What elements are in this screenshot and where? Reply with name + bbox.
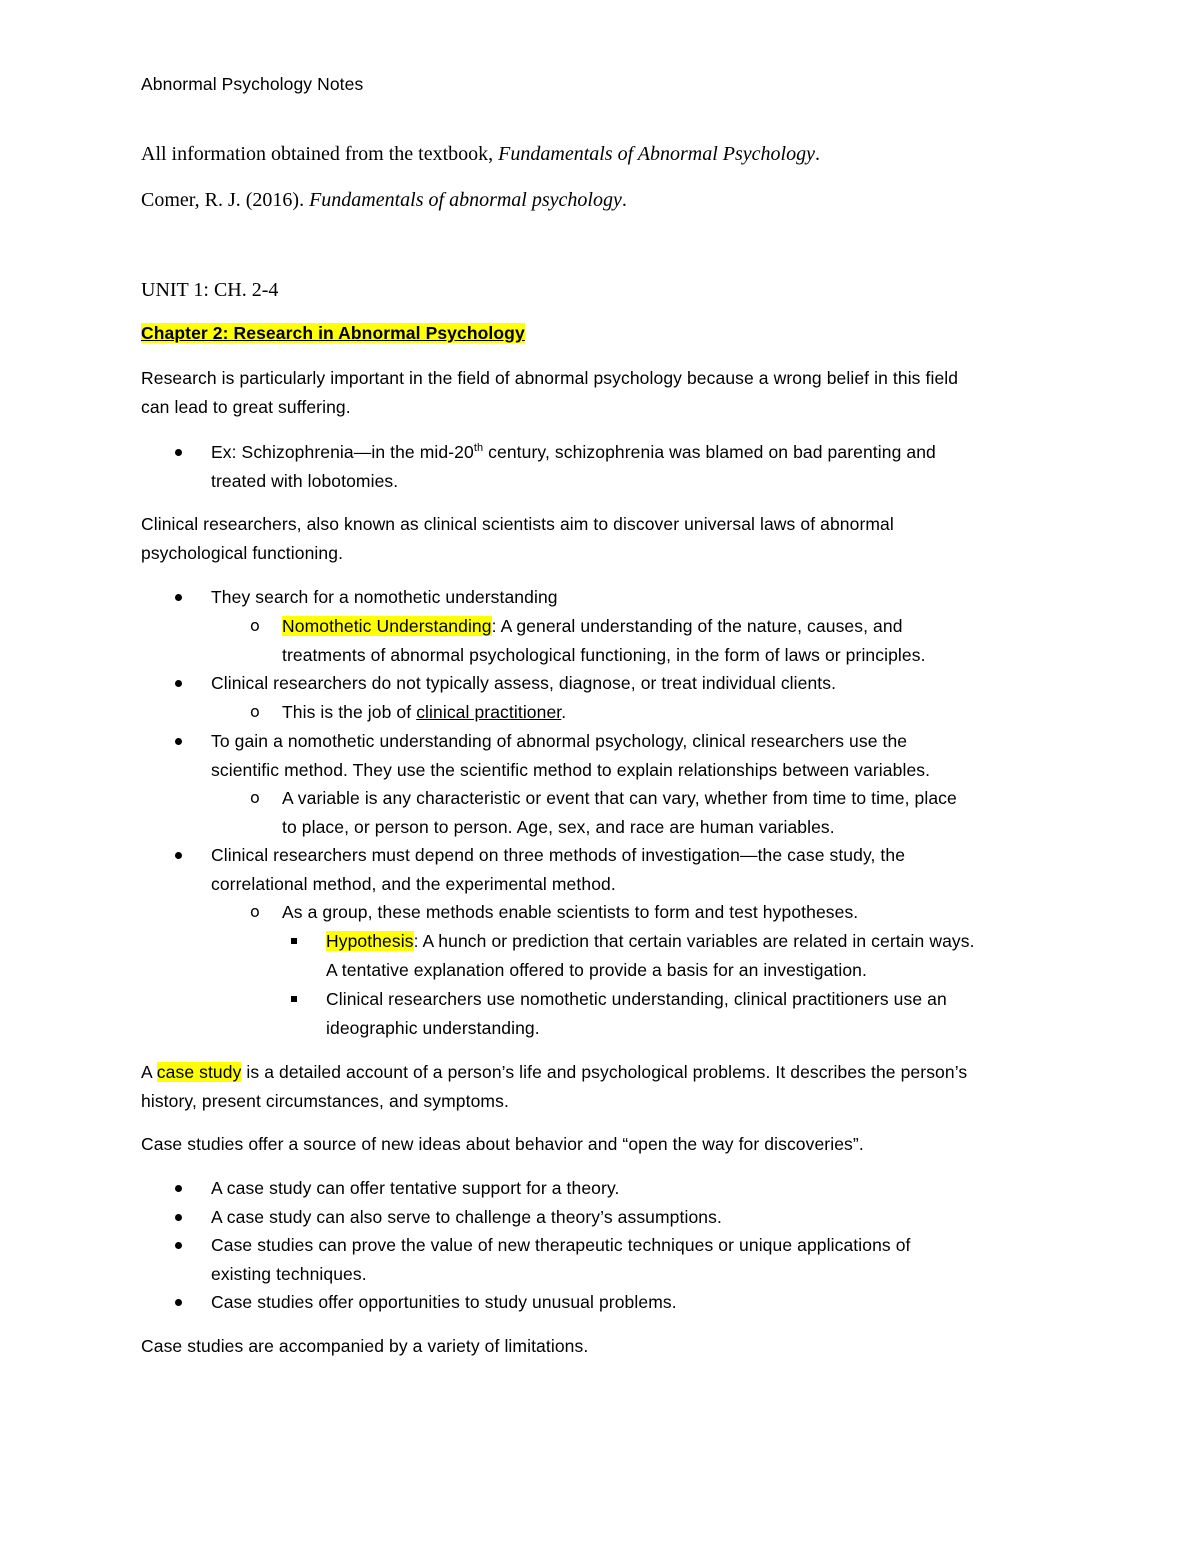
paragraph-text: is a detailed account of a person’s life and psychological problems. It describes the person’s bbox=[241, 1062, 968, 1082]
subbullet-line: A variable is any characteristic or event that can vary, whether from time to time, place bbox=[282, 788, 957, 808]
bullet-dot-icon bbox=[175, 1299, 182, 1306]
citation-end: . bbox=[621, 189, 627, 211]
bullet-scientific-method bbox=[211, 727, 1081, 784]
intro-source-text: All information obtained from the textbook, bbox=[141, 143, 499, 165]
bullet-line: Case studies offer opportunities to study unusual problems. bbox=[211, 1292, 677, 1312]
document-header: Abnormal Psychology Notes bbox=[141, 74, 364, 94]
bullet-text: Ex: Schizophrenia—in the mid-20 bbox=[211, 442, 474, 462]
paragraph-line: Case studies are accompanied by a variety of limitations. bbox=[141, 1336, 589, 1356]
citation-title: Fundamentals of abnormal psychology bbox=[309, 189, 622, 211]
subsubbullet-line: ideographic understanding. bbox=[326, 1017, 540, 1038]
bullet-line: scientific method. They use the scientific method to explain relationships between variables. bbox=[211, 759, 931, 780]
paragraph-line: psychological functioning. bbox=[141, 542, 344, 563]
paragraph-line: Research is particularly important in the field of abnormal psychology because a wrong belief in this field bbox=[141, 368, 959, 388]
highlighted-term: Hypothesis bbox=[326, 931, 414, 951]
subbullet-line: to place, or person to person. Age, sex, and race are human variables. bbox=[282, 816, 835, 837]
subbullet-nomothetic-definition bbox=[250, 612, 1082, 669]
subsubbullet-text: : A hunch or prediction that certain variables are related in certain ways. bbox=[413, 931, 975, 951]
unit-title: UNIT 1: CH. 2-4 bbox=[141, 279, 279, 301]
bullet-line: A case study can also serve to challenge a theory’s assumptions. bbox=[211, 1207, 722, 1227]
bullet-dot-icon bbox=[175, 1242, 182, 1249]
subbullet-line bbox=[282, 698, 1082, 727]
bullet-challenge-assumptions bbox=[211, 1203, 1081, 1232]
paragraph-line: can lead to great suffering. bbox=[141, 396, 351, 417]
intro-source-title: Fundamentals of Abnormal Psychology bbox=[498, 143, 815, 165]
subsubbullet-hypothesis-definition bbox=[326, 927, 1086, 984]
citation-line bbox=[141, 189, 627, 212]
chapter-heading bbox=[141, 323, 525, 344]
subbullet-text: : A general understanding of the nature, causes, and bbox=[491, 616, 903, 636]
subbullet-line bbox=[282, 612, 1082, 641]
chapter-heading-text: Chapter 2: Research in Abnormal Psychology bbox=[141, 323, 525, 343]
subbullet-line: treatments of abnormal psychological functioning, in the form of laws or principles. bbox=[282, 644, 926, 665]
bullet-line: correlational method, and the experimental method. bbox=[211, 873, 616, 894]
paragraph-line: Case studies offer a source of new ideas about behavior and “open the way for discoveries”. bbox=[141, 1134, 864, 1154]
bullet-schizophrenia-example bbox=[211, 438, 1081, 495]
paragraph-research-importance bbox=[141, 364, 1081, 421]
bullet-therapeutic-value bbox=[211, 1231, 1081, 1288]
intro-source-line bbox=[141, 143, 820, 166]
subsubbullet-line: A tentative explanation offered to provide a basis for an investigation. bbox=[326, 959, 867, 980]
bullet-three-methods bbox=[211, 841, 1081, 898]
subbullet-variable-definition bbox=[250, 784, 1082, 841]
bullet-line: treated with lobotomies. bbox=[211, 470, 399, 491]
subbullet-form-hypotheses bbox=[250, 898, 1082, 927]
bullet-line: Case studies can prove the value of new therapeutic techniques or unique applications of bbox=[211, 1235, 911, 1255]
circle-bullet-icon: o bbox=[250, 788, 260, 807]
paragraph-clinical-researchers bbox=[141, 510, 1081, 567]
subbullet-practitioner-job bbox=[250, 698, 1082, 727]
bullet-line: existing techniques. bbox=[211, 1263, 367, 1284]
paragraph-case-study-definition bbox=[141, 1058, 1081, 1115]
subbullet-text: . bbox=[561, 702, 567, 722]
bullet-line: They search for a nomothetic understanding bbox=[211, 587, 558, 607]
bullet-dot-icon bbox=[175, 680, 182, 687]
bullet-line: Clinical researchers must depend on three methods of investigation—the case study, the bbox=[211, 845, 906, 865]
paragraph-limitations bbox=[141, 1332, 1081, 1361]
highlighted-term: case study bbox=[156, 1062, 242, 1082]
circle-bullet-icon: o bbox=[250, 702, 260, 721]
bullet-dot-icon bbox=[175, 738, 182, 745]
bullet-dot-icon bbox=[175, 1185, 182, 1192]
bullet-unusual-problems bbox=[211, 1288, 1081, 1317]
subbullet-text: This is the job of bbox=[282, 702, 417, 722]
superscript-text: th bbox=[473, 442, 484, 454]
bullet-researchers-do-not-treat bbox=[211, 669, 1081, 698]
bullet-tentative-support bbox=[211, 1174, 1081, 1203]
intro-source-end: . bbox=[814, 143, 820, 165]
citation-text: Comer, R. J. (2016). bbox=[141, 189, 310, 211]
paragraph-line bbox=[141, 1058, 1081, 1087]
bullet-nomothetic-search bbox=[211, 583, 1081, 612]
bullet-dot-icon bbox=[175, 852, 182, 859]
square-bullet-icon bbox=[291, 996, 297, 1002]
subbullet-line: As a group, these methods enable scientists to form and test hypotheses. bbox=[282, 902, 859, 922]
paragraph-case-study-ideas bbox=[141, 1130, 1081, 1159]
bullet-dot-icon bbox=[175, 594, 182, 601]
paragraph-text: A bbox=[141, 1062, 157, 1082]
bullet-line: Clinical researchers do not typically assess, diagnose, or treat individual clients. bbox=[211, 673, 837, 693]
underlined-term: clinical practitioner bbox=[416, 702, 562, 722]
bullet-line bbox=[211, 438, 1081, 467]
bullet-dot-icon bbox=[175, 1214, 182, 1221]
bullet-line: To gain a nomothetic understanding of abnormal psychology, clinical researchers use the bbox=[211, 731, 908, 751]
bullet-line: A case study can offer tentative support for a theory. bbox=[211, 1178, 620, 1198]
subsubbullet-line: Clinical researchers use nomothetic understanding, clinical practitioners use an bbox=[326, 989, 947, 1009]
subsubbullet-line bbox=[326, 927, 1086, 956]
bullet-dot-icon bbox=[175, 449, 182, 456]
circle-bullet-icon: o bbox=[250, 902, 260, 921]
subsubbullet-understanding-types bbox=[326, 985, 1086, 1042]
paragraph-line: Clinical researchers, also known as clinical scientists aim to discover universal laws of abnormal bbox=[141, 514, 894, 534]
paragraph-line: history, present circumstances, and symptoms. bbox=[141, 1090, 509, 1111]
bullet-text: century, schizophrenia was blamed on bad parenting and bbox=[483, 442, 936, 462]
circle-bullet-icon: o bbox=[250, 616, 260, 635]
highlighted-term: Nomothetic Understanding bbox=[282, 616, 492, 636]
square-bullet-icon bbox=[291, 938, 297, 944]
